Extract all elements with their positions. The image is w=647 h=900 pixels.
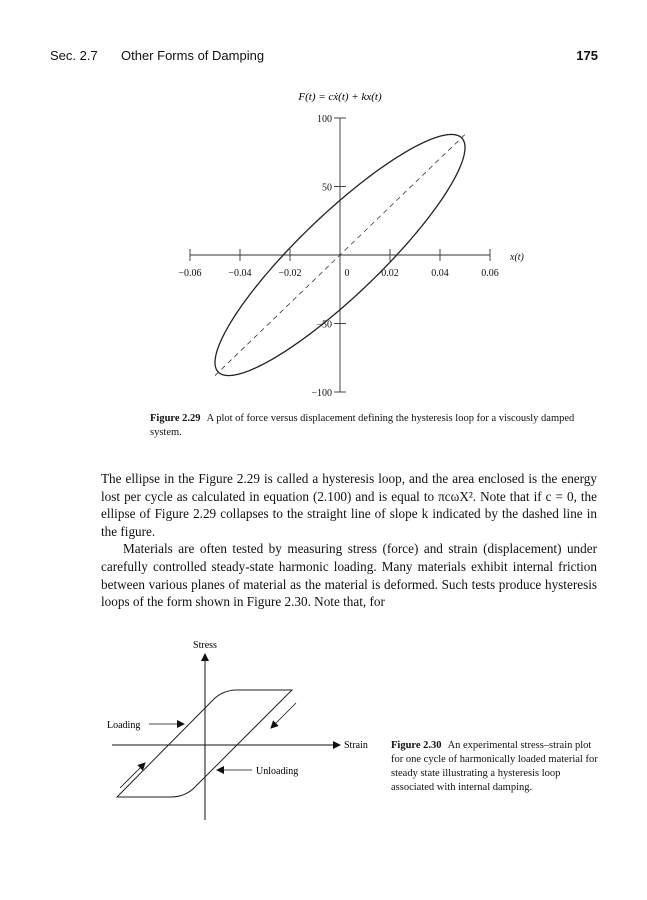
figure-2-30-caption-text: An experimental stress–strain plot for one cycle of harmonically loaded material for steady state illustrating a hysteresis loop associated with internal damping. — [391, 740, 598, 793]
loading-direction-arrow — [120, 763, 145, 788]
figure-2-30-caption — [391, 739, 606, 795]
x-tick-label: 0.06 — [481, 268, 499, 279]
x-tick-label: −0.04 — [228, 268, 252, 279]
paragraph-2: Materials are often tested by measuring stress (force) and strain (displacement) under carefully controlled steady-state harmonic loading. Many materials exhibit internal friction between various planes of material as the material is deformed. Such tests produce hysteresis loops of the form shown in Figure 2.30. Note that, for — [101, 541, 597, 610]
figure-2-30-label: Figure 2.30 — [391, 740, 442, 751]
y-tick-label: 100 — [317, 114, 332, 125]
loading-label: Loading — [107, 720, 141, 731]
figure-2-29-plot — [0, 80, 647, 410]
y-tick-label: −50 — [316, 319, 332, 331]
figure-2-29-label: Figure 2.29 — [150, 413, 201, 424]
figure-2-29-caption-text: A plot of force versus displacement defining the hysteresis loop for a viscously damped system. — [150, 413, 575, 438]
figure-2-30-diagram — [0, 630, 647, 830]
page-number: 175 — [576, 48, 598, 63]
y-tick-label: 50 — [322, 182, 332, 194]
x-axis-label: x(t) — [510, 252, 524, 263]
figure-2-29-caption — [150, 412, 580, 440]
unloading-label: Unloading — [256, 766, 299, 777]
body-text — [101, 470, 597, 611]
paragraph-1: The ellipse in the Figure 2.29 is called a hysteresis loop, and the area enclosed is the energy lost per cycle as calculated in equation (2.100) and is equal to πcωX². Note that if c = 0, the ellipse of Figure 2.29 collapses to the straight line of slope k indicated by the dashed line in the figure. — [101, 471, 597, 539]
stress-label: Stress — [193, 640, 217, 651]
page-header — [50, 48, 598, 68]
x-tick-label: 0 — [344, 268, 350, 279]
plot-equation: F(t) = cẋ(t) + kx(t) — [298, 91, 382, 103]
x-tick-label: 0.04 — [431, 268, 449, 279]
x-tick-label: 0.02 — [381, 268, 399, 279]
section-number: Sec. 2.7 — [50, 48, 98, 63]
y-tick-label: −100 — [311, 388, 332, 399]
strain-label: Strain — [344, 740, 368, 751]
x-tick-label: −0.02 — [278, 268, 302, 279]
x-tick-label: −0.06 — [178, 268, 202, 279]
section-title: Other Forms of Damping — [121, 48, 265, 63]
